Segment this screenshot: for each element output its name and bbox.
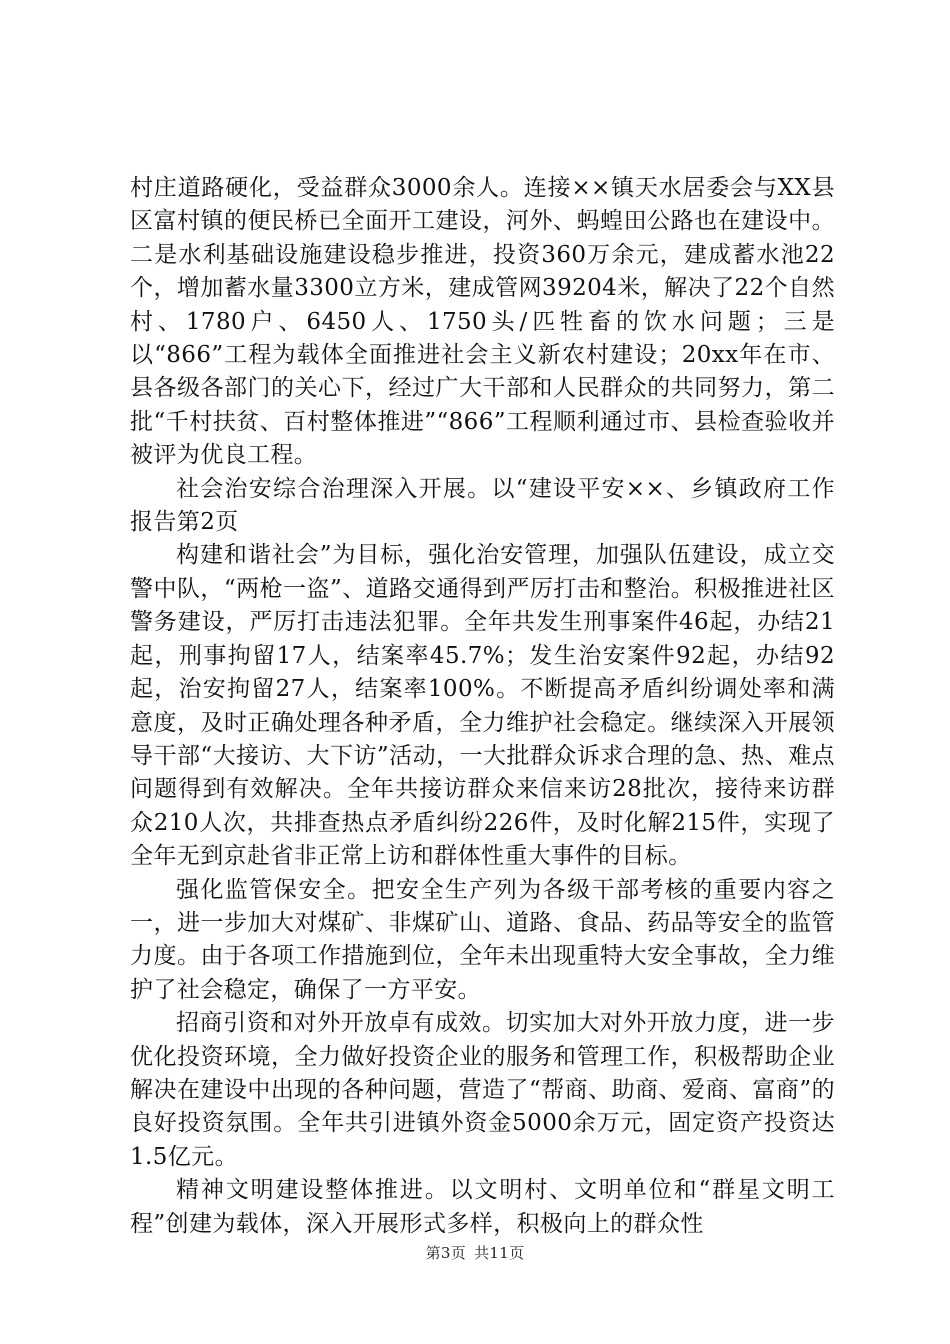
- paragraph-public-security-heading: 社会治安综合治理深入开展。以“建设平安××、乡镇政府工作报告第2页: [130, 475, 835, 536]
- paragraph-safety-supervision: 强化监管保安全。把安全生产列为各级干部考核的重要内容之一，进一步加大对煤矿、非煤矿山、道路、食品、药品等安全的监管力度。由于各项工作措施到位，全年未出现重特大安全事故，全力维护了社会稳定，确保了一方平安。: [130, 876, 835, 1003]
- paragraph-spiritual-civilization: 精神文明建设整体推进。以文明村、文明单位和“群星文明工程”创建为载体，深入开展形式多样，积极向上的群众性: [130, 1177, 835, 1237]
- paragraph-continuation: 村庄道路硬化，受益群众3000余人。连接××镇天水居委会与XX县区富村镇的便民桥已全面开工建设，河外、蚂蝗田公路也在建设中。二是水利基础设施建设稳步推进，投资360万余元，建成蓄水池22个，增加蓄水量3300立方米，建成管网39204米，解决了22个自然村、1780户、6450人、1750头/匹牲畜的饮水问题；三是以“866”工程为载体全面推进社会主义新农村建设；20xx年在市、县各级各部门的关心下，经过广大干部和人民群众的共同努力，第二批“千村扶贫、百村整体推进”“866”工程顺利通过市、县检查验收并被评为优良工程。: [130, 175, 835, 469]
- paragraph-investment: 招商引资和对外开放卓有成效。切实加大对外开放力度，进一步优化投资环境，全力做好投资企业的服务和管理工作，积极帮助企业解决在建设中出现的各种问题，营造了“帮商、助商、爱商、富商”的良好投资氛围。全年共引进镇外资金5000余万元，固定资产投资达1.5亿元。: [130, 1010, 835, 1170]
- page-number: 第3页: [425, 1244, 467, 1262]
- paragraph-public-security: 构建和谐社会”为目标，强化治安管理，加强队伍建设，成立交警中队，“两枪一盗”、道路交通得到严厉打击和整治。积极推进社区警务建设，严厉打击违法犯罪。全年共发生刑事案件46起，办结21起，刑事拘留17人，结案率45.7%；发生治安案件92起，办结92起，治安拘留27人，结案率100%。不断提高矛盾纠纷调处率和满意度，及时正确处理各种矛盾，全力维护社会稳定。继续深入开展领导干部“大接访、大下访”活动，一大批群众诉求合理的急、热、难点问题得到有效解决。全年共接访群众来信来访28批次，接待来访群众210人次，共排查热点矛盾纠纷226件，及时化解215件，实现了全年无到京赴省非正常上访和群体性重大事件的目标。: [130, 542, 835, 870]
- page-footer: [0, 1243, 950, 1263]
- document-body: [130, 172, 835, 1241]
- page-total: 共11页: [474, 1244, 525, 1262]
